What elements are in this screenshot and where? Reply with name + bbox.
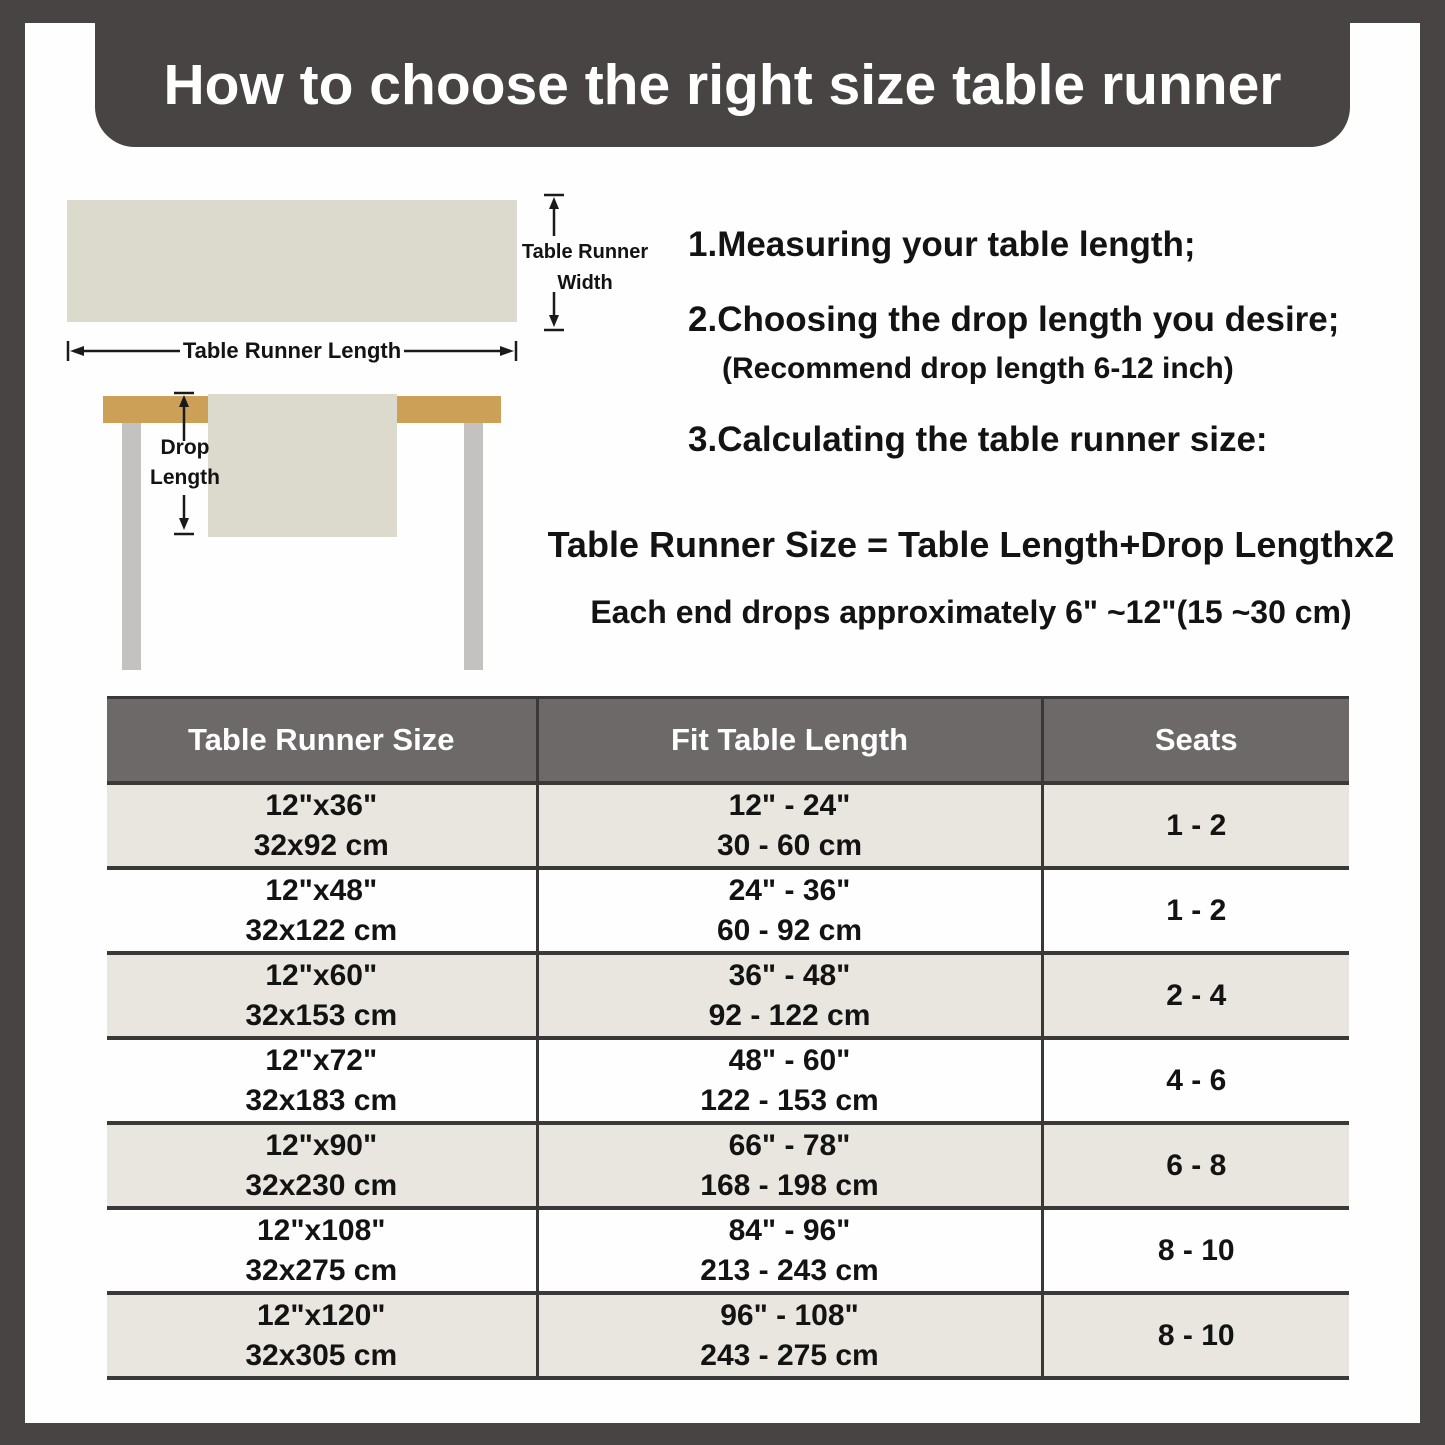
title-banner bbox=[95, 23, 1350, 147]
size-cell: 12"x60" 32x153 cm bbox=[107, 953, 537, 1038]
fit-cell: 24" - 36" 60 - 92 cm bbox=[537, 868, 1042, 953]
fit-cell: 66" - 78" 168 - 198 cm bbox=[537, 1123, 1042, 1208]
fit-cell: 48" - 60" 122 - 153 cm bbox=[537, 1038, 1042, 1123]
table-row bbox=[107, 783, 1349, 868]
seats-cell: 1 - 2 bbox=[1042, 783, 1349, 868]
table-leg-right bbox=[464, 423, 483, 670]
length-label: Table Runner Length bbox=[180, 338, 404, 364]
step-2-note: (Recommend drop length 6-12 inch) bbox=[722, 352, 1234, 385]
seats-cell: 6 - 8 bbox=[1042, 1123, 1349, 1208]
seats-cell: 8 - 10 bbox=[1042, 1293, 1349, 1378]
table-row bbox=[107, 1293, 1349, 1378]
width-label bbox=[520, 237, 650, 299]
table-row bbox=[107, 1123, 1349, 1208]
seats-cell: 1 - 2 bbox=[1042, 868, 1349, 953]
drop-length-label bbox=[133, 433, 237, 493]
drop-label-line2: Length bbox=[150, 466, 220, 489]
table-row bbox=[107, 953, 1349, 1038]
size-cell: 12"x72" 32x183 cm bbox=[107, 1038, 537, 1123]
drop-label-line1: Drop bbox=[160, 436, 210, 459]
step-1-text: 1.Measuring your table length; bbox=[688, 225, 1196, 264]
header-fit-length: Fit Table Length bbox=[537, 698, 1042, 784]
width-label-line2: Width bbox=[557, 272, 613, 294]
header-runner-size: Table Runner Size bbox=[107, 698, 537, 784]
step-2-text: 2.Choosing the drop length you desire; bbox=[688, 300, 1340, 339]
seats-cell: 2 - 4 bbox=[1042, 953, 1349, 1038]
table-row bbox=[107, 868, 1349, 953]
size-cell: 12"x36" 32x92 cm bbox=[107, 783, 537, 868]
size-cell: 12"x120" 32x305 cm bbox=[107, 1293, 537, 1378]
table-header-row bbox=[107, 698, 1349, 784]
seats-cell: 4 - 6 bbox=[1042, 1038, 1349, 1123]
page-title: How to choose the right size table runner bbox=[163, 53, 1282, 117]
size-cell: 12"x90" 32x230 cm bbox=[107, 1123, 537, 1208]
seats-cell: 8 - 10 bbox=[1042, 1208, 1349, 1293]
size-cell: 12"x48" 32x122 cm bbox=[107, 868, 537, 953]
fit-cell: 36" - 48" 92 - 122 cm bbox=[537, 953, 1042, 1038]
width-label-line1: Table Runner bbox=[521, 241, 649, 263]
fit-cell: 96" - 108" 243 - 275 cm bbox=[537, 1293, 1042, 1378]
formula-note: Each end drops approximately 6" ~12"(15 ~30 cm) bbox=[590, 594, 1352, 630]
formula-equation: Table Runner Size = Table Length+Drop Lengthx2 bbox=[547, 524, 1395, 565]
header-seats: Seats bbox=[1042, 698, 1349, 784]
table-row bbox=[107, 1038, 1349, 1123]
fit-cell: 84" - 96" 213 - 243 cm bbox=[537, 1208, 1042, 1293]
step-3-text: 3.Calculating the table runner size: bbox=[688, 420, 1268, 459]
table-runner-top-view bbox=[67, 200, 517, 322]
size-chart-table bbox=[107, 696, 1349, 1380]
table-row bbox=[107, 1208, 1349, 1293]
size-cell: 12"x108" 32x275 cm bbox=[107, 1208, 537, 1293]
fit-cell: 12" - 24" 30 - 60 cm bbox=[537, 783, 1042, 868]
